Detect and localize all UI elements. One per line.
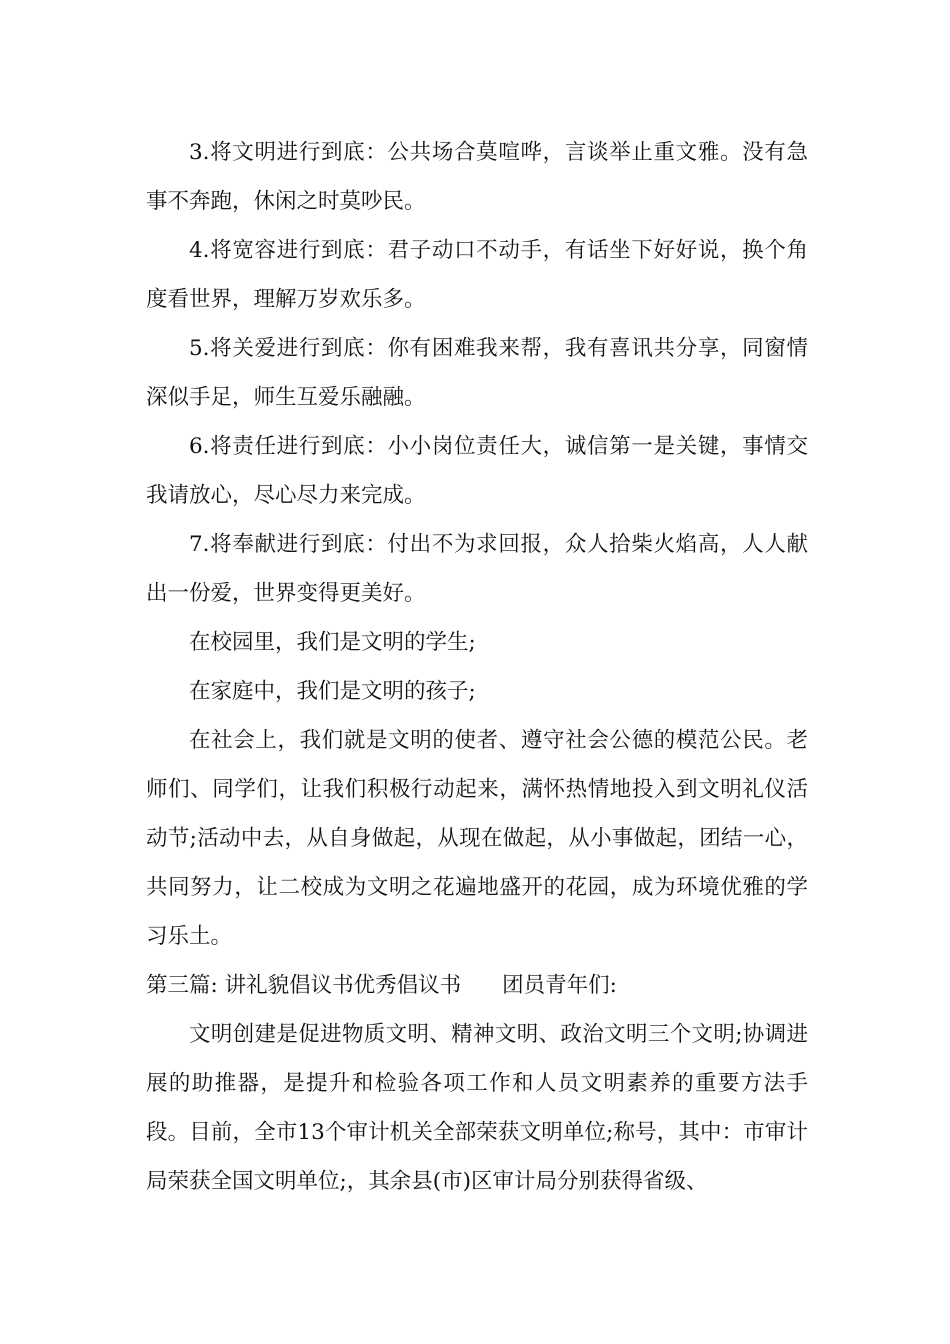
- paragraph-tolerance: 4.将宽容进行到底：君子动口不动手，有话坐下好好说，换个角度看世界，理解万岁欢乐多。: [146, 238, 808, 312]
- paragraph-family: 在家庭中，我们是文明的孩子;: [189, 679, 476, 704]
- document-body: [146, 128, 808, 1206]
- paragraph-dedication: 7.将奉献进行到底：付出不为求回报，众人拾柴火焰高，人人献出一份爱，世界变得更美好。: [146, 532, 808, 606]
- section-heading: 第三篇: 讲礼貌倡议书优秀倡议书 团员青年们:: [146, 973, 617, 998]
- paragraph-society: 在社会上，我们就是文明的使者、遵守社会公德的模范公民。老师们、同学们，让我们积极行动起来，满怀热情地投入到文明礼仪活动节;活动中去，从自身做起，从现在做起，从小事做起，团结一心，共同努力，让二校成为文明之花遍地盛开的花园，成为环境优雅的学习乐土。: [146, 728, 808, 949]
- paragraph-civility: 3.将文明进行到底：公共场合莫喧哗，言谈举止重文雅。没有急事不奔跑，休闲之时莫吵民。: [146, 140, 808, 214]
- paragraph-responsibility: 6.将责任进行到底：小小岗位责任大，诚信第一是关键，事情交我请放心，尽心尽力来完成。: [146, 434, 808, 508]
- paragraph-care: 5.将关爱进行到底：你有困难我来帮，我有喜讯共分享，同窗情深似手足，师生互爱乐融融。: [146, 336, 808, 410]
- paragraph-audit: 文明创建是促进物质文明、精神文明、政治文明三个文明;协调进展的助推器，是提升和检验各项工作和人员文明素养的重要方法手段。目前，全市13个审计机关全部荣获文明单位;称号，其中：市审计局荣获全国文明单位;，其余县(市)区审计局分别获得省级、: [146, 1022, 808, 1194]
- paragraph-campus: 在校园里，我们是文明的学生;: [189, 630, 476, 655]
